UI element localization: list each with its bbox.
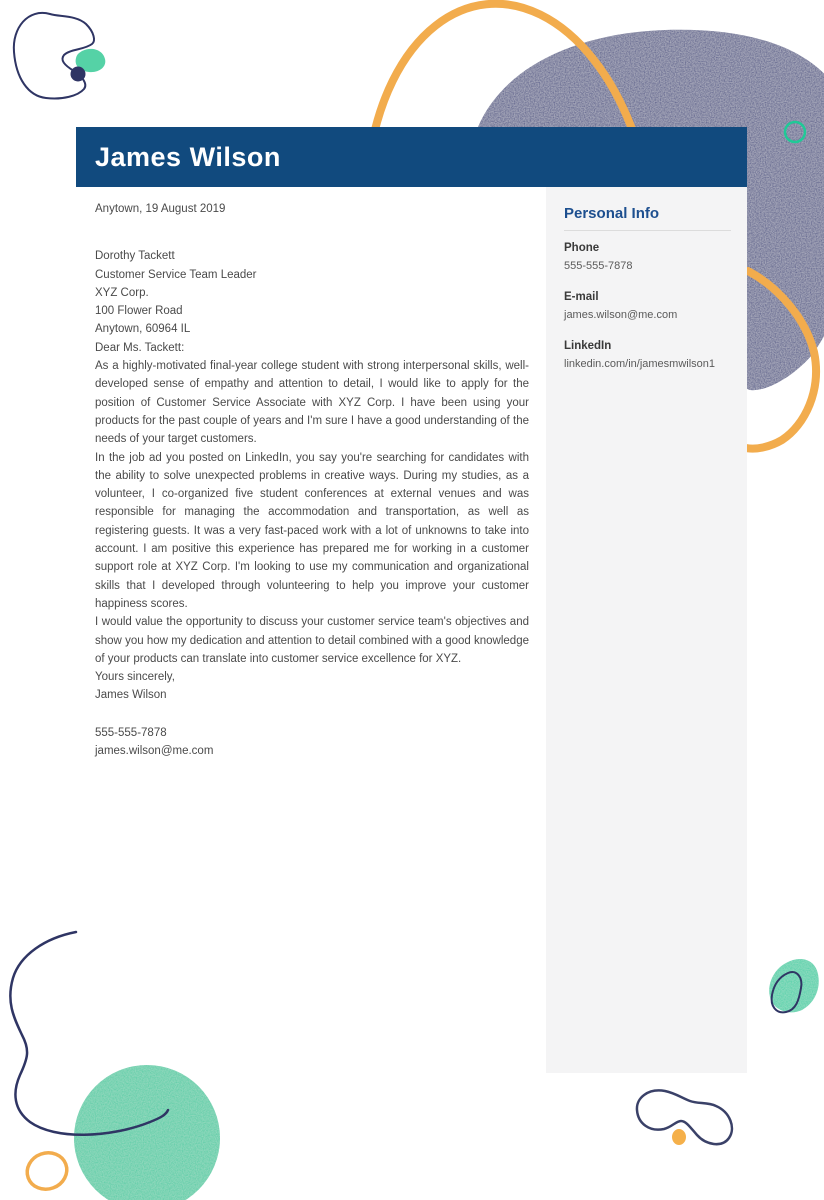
signature-name: James Wilson	[95, 689, 167, 702]
decor-teal-blob-bottom-right-icon	[769, 959, 819, 1012]
decor-yellow-dot-icon	[672, 1129, 686, 1145]
body-paragraph-2: In the job ad you posted on LinkedIn, you say you're searching for candidates with the ability to solve unexpected problems in creative ways. During my studies, as a volunteer, I co-organized five student conferences at external venues and was responsible for managing the accommodation and transportation, as well as registering guests. It was a very fast-paced work with a lot of unknowns to take into account. I am positive this experience has prepared me for working in a customer support role at XYZ Corp. I'm looking to use my communication and organizational skills that I developed through volunteering to help you improve your customer happiness scores.	[95, 451, 529, 610]
body-paragraph-1: As a highly-motivated final-year college student with strong interpersonal skills, well-developed sense of empathy and attention to detail, I would like to apply for the position of Customer Service Associate with XYZ Corp. I have been using your products for the past couple of years and I'm sure I have a good understanding of the needs of your target customers.	[95, 360, 529, 446]
linkedin-label: LinkedIn	[564, 340, 612, 352]
letter-body	[95, 200, 529, 760]
sidebar-divider	[564, 230, 731, 231]
person-name: James Wilson	[95, 141, 281, 172]
sidebar-field-email	[564, 288, 731, 324]
sidebar-title: Personal Info	[564, 205, 660, 222]
closing: Yours sincerely,	[95, 671, 175, 684]
recipient-company: XYZ Corp.	[95, 286, 149, 299]
recipient-street: 100 Flower Road	[95, 305, 183, 318]
sidebar-field-phone	[564, 239, 731, 275]
sidebar-field-linkedin	[564, 337, 731, 373]
signature-phone: 555-555-7878	[95, 726, 167, 739]
decor-teal-circle-icon	[74, 1065, 220, 1200]
phone-value: 555-555-7878	[564, 260, 633, 272]
linkedin-value[interactable]: linkedin.com/in/jamesmwilson1	[564, 358, 716, 370]
decor-navy-dot-icon	[71, 67, 86, 82]
salutation: Dear Ms. Tackett:	[95, 341, 185, 354]
email-value[interactable]: james.wilson@me.com	[564, 309, 678, 321]
sidebar-personal-info	[546, 187, 747, 1073]
signature-contact-block	[95, 724, 529, 761]
date-line: Anytown, 19 August 2019	[95, 203, 226, 215]
recipient-title: Customer Service Team Leader	[95, 268, 257, 281]
email-label: E-mail	[564, 291, 599, 303]
recipient-name: Dorothy Tackett	[95, 250, 175, 263]
phone-label: Phone	[564, 242, 600, 254]
body-paragraph-3: I would value the opportunity to discuss your customer service team's objectives and show you how my dedication and attention to detail combined with a good knowledge of your products can translate into customer service excellence for XYZ.	[95, 616, 529, 665]
recipient-block	[95, 247, 529, 338]
signature-email: james.wilson@me.com	[95, 745, 214, 758]
decor-yellow-small-ring-icon	[22, 1147, 72, 1195]
name-band	[76, 127, 747, 187]
recipient-city: Anytown, 60964 IL	[95, 323, 191, 336]
